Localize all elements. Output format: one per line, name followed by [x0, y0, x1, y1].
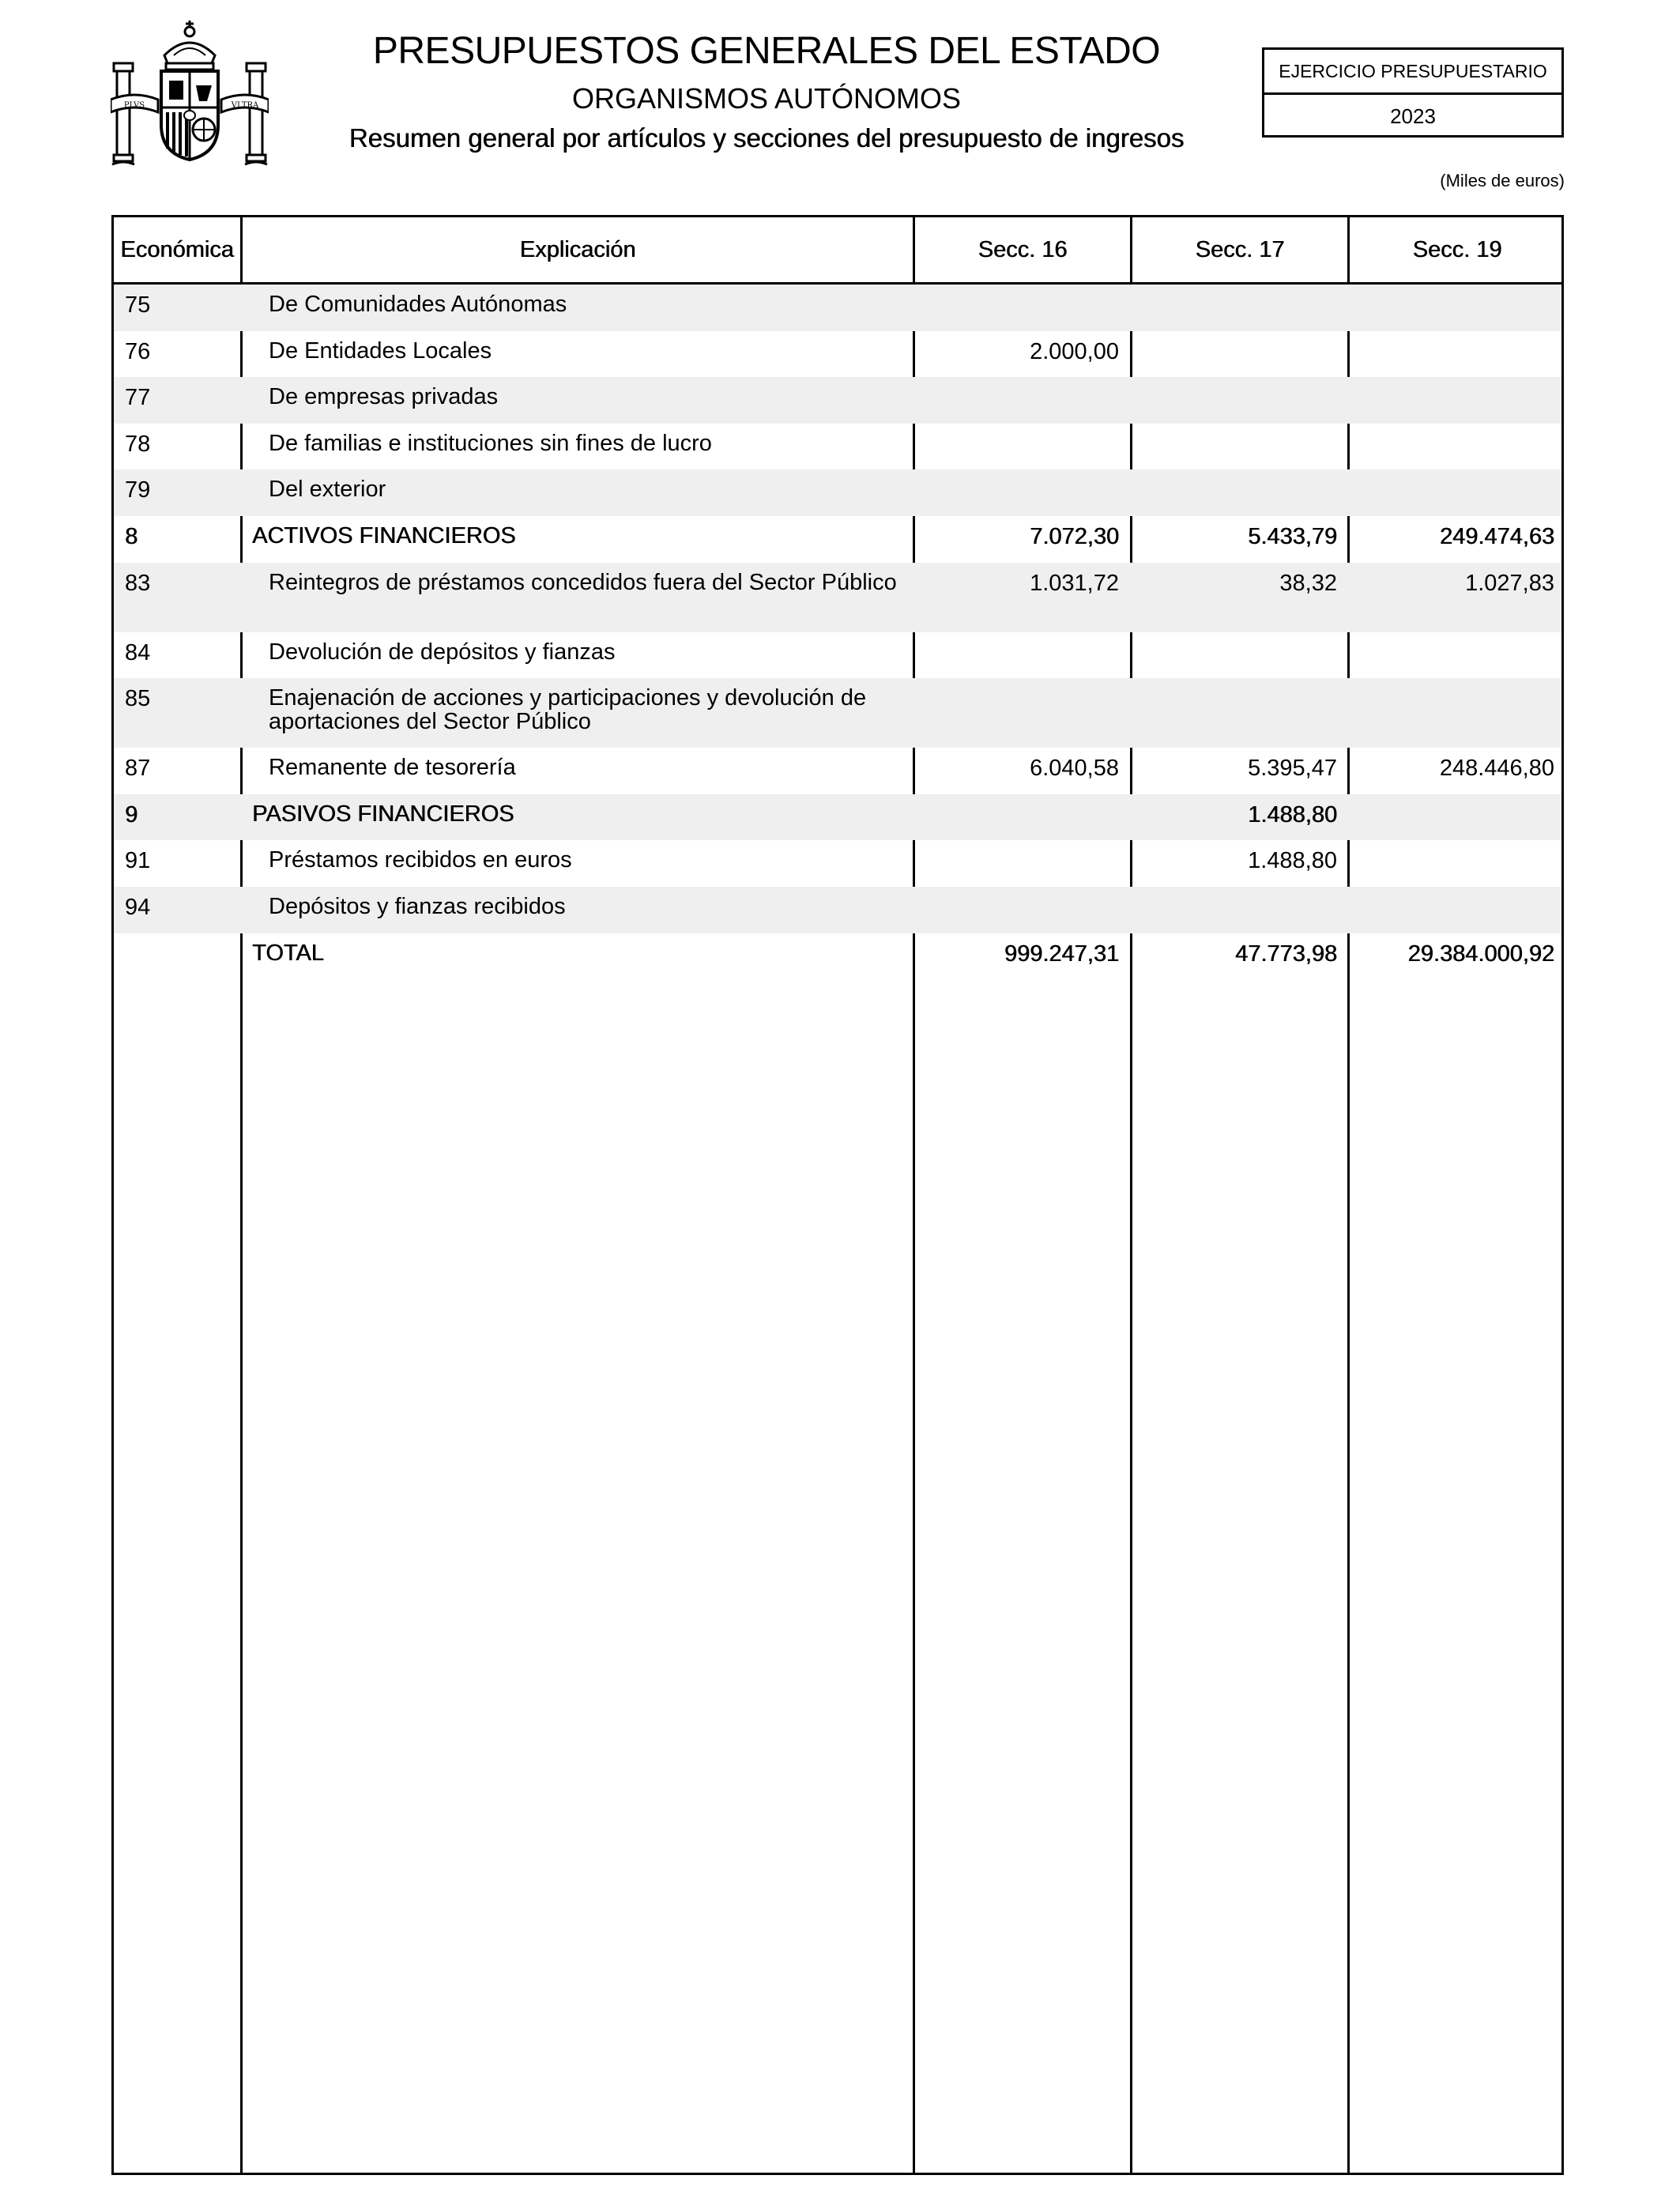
- row-desc: De familias e instituciones sin fines de lucro: [269, 430, 712, 456]
- row-desc: Préstamos recibidos en euros: [269, 847, 572, 873]
- table-row: [114, 331, 1561, 378]
- table-row-chapter: [114, 794, 1561, 841]
- row-desc: Remanente de tesorería: [269, 755, 516, 781]
- header-code: Económica: [120, 237, 234, 262]
- row-desc: TOTAL: [252, 940, 324, 966]
- header-secc-16: Secc. 16: [977, 237, 1068, 262]
- table-row: [114, 840, 1561, 887]
- ejercicio-label: EJERCICIO PRESUPUESTARIO: [1264, 50, 1561, 95]
- row-secc-19: 248.446,80: [1439, 756, 1554, 782]
- row-secc-16: 999.247,31: [1004, 941, 1119, 967]
- row-secc-19: 249.474,63: [1439, 523, 1554, 549]
- table-row: [114, 424, 1561, 470]
- row-code: 84: [125, 639, 151, 665]
- table-row: [114, 678, 1561, 748]
- row-desc: Del exterior: [269, 477, 386, 503]
- budget-table: [111, 215, 1564, 2175]
- row-desc: ACTIVOS FINANCIEROS: [252, 522, 516, 548]
- header-secc-19: Secc. 19: [1412, 237, 1502, 262]
- table-row: [114, 887, 1561, 933]
- row-code: 91: [125, 848, 151, 874]
- row-secc-16: 1.031,72: [1030, 570, 1119, 596]
- row-code: 8: [125, 523, 138, 549]
- ejercicio-year: 2023: [1390, 104, 1436, 128]
- row-code: 77: [125, 385, 151, 411]
- row-desc: De empresas privadas: [269, 384, 499, 410]
- table-row: [114, 632, 1561, 679]
- row-secc-19: 1.027,83: [1465, 570, 1554, 596]
- table-row: [114, 285, 1561, 331]
- page-subtitle: ORGANISMOS AUTÓNOMOS: [571, 82, 962, 115]
- header-explicacion: Explicación: [519, 237, 636, 262]
- row-secc-16: 2.000,00: [1030, 338, 1119, 364]
- row-secc-19: 29.384.000,92: [1407, 941, 1554, 967]
- table-row-chapter: [114, 516, 1561, 563]
- coat-of-arms-icon: [111, 14, 269, 172]
- row-code: 94: [125, 894, 151, 920]
- table-row-total: [114, 933, 1561, 980]
- row-desc: De Entidades Locales: [269, 337, 492, 364]
- row-code: 9: [125, 801, 138, 827]
- motto-right: VLTRA: [231, 101, 259, 110]
- header-secc-17: Secc. 17: [1195, 237, 1285, 262]
- units-note: (Miles de euros): [1440, 171, 1565, 190]
- row-code: 76: [125, 338, 151, 364]
- table-body: [114, 285, 1561, 979]
- page-title: PRESUPUESTOS GENERALES DEL ESTADO: [372, 30, 1161, 72]
- row-code: 78: [125, 431, 151, 457]
- page-description: Resumen general por artículos y secciones del presupuesto de ingresos: [348, 123, 1185, 153]
- row-secc-17: 1.488,80: [1248, 801, 1337, 827]
- motto-left: PLVS: [123, 101, 145, 110]
- row-secc-17: 5.395,47: [1248, 756, 1337, 782]
- row-code: 75: [125, 292, 151, 318]
- row-desc: Enajenación de acciones y participaciones y devolución de aportaciones del Sector Público: [269, 685, 867, 735]
- row-desc: Devolución de depósitos y fianzas: [269, 639, 616, 665]
- row-code: 79: [125, 477, 151, 503]
- row-secc-17: 5.433,79: [1248, 523, 1337, 549]
- table-row: [114, 469, 1561, 516]
- row-secc-17: 47.773,98: [1234, 941, 1337, 967]
- ejercicio-box: [1262, 47, 1564, 138]
- row-secc-17: 1.488,80: [1248, 848, 1337, 874]
- row-secc-16: 6.040,58: [1030, 756, 1119, 782]
- row-secc-17: 38,32: [1279, 570, 1337, 596]
- row-code: 85: [125, 686, 151, 712]
- table-row: [114, 563, 1561, 632]
- row-desc: Depósitos y fianzas recibidos: [269, 893, 566, 919]
- table-row: [114, 748, 1561, 794]
- row-desc: PASIVOS FINANCIEROS: [252, 801, 514, 827]
- row-secc-16: 7.072,30: [1030, 523, 1119, 549]
- row-code: 87: [125, 756, 151, 782]
- row-desc: Reintegros de préstamos concedidos fuera del Sector Público: [269, 569, 897, 595]
- row-desc: De Comunidades Autónomas: [269, 292, 567, 317]
- table-row: [114, 377, 1561, 424]
- row-code: 83: [125, 570, 151, 596]
